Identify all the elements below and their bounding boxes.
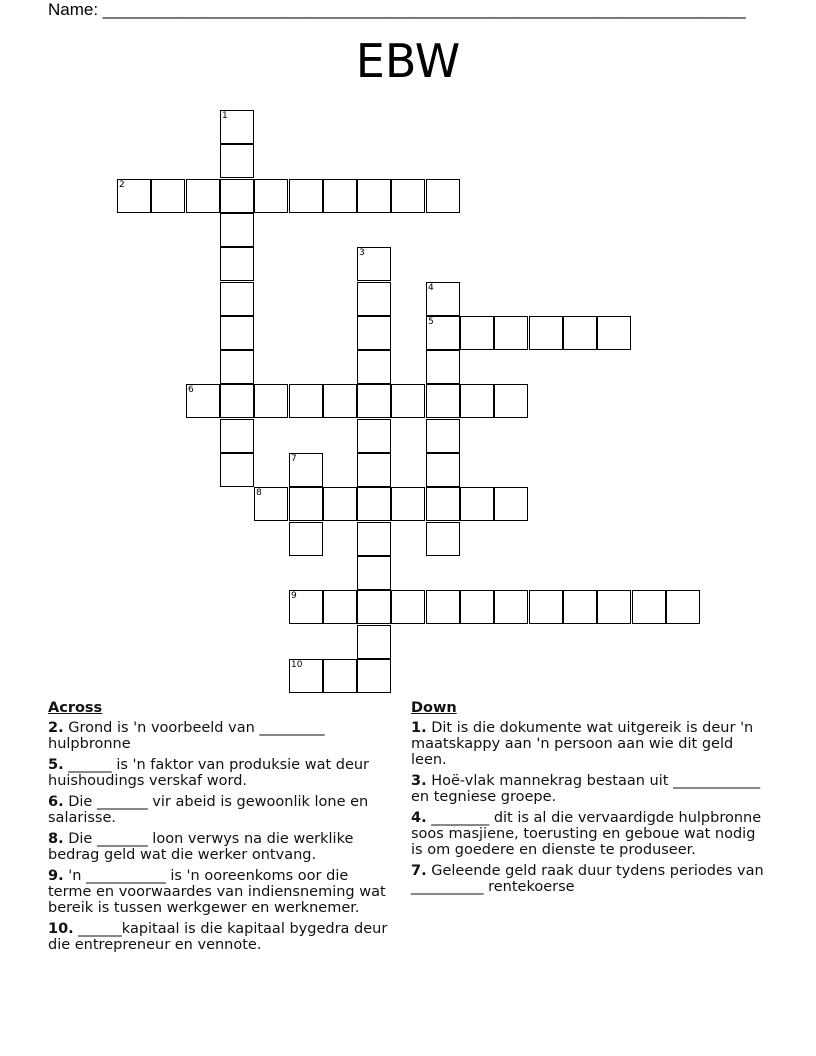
grid-cell[interactable] — [391, 487, 425, 521]
grid-cell[interactable] — [632, 590, 666, 624]
grid-cell[interactable] — [323, 179, 357, 213]
cell-number: 5 — [428, 317, 434, 327]
cell-number: 7 — [291, 454, 297, 464]
grid-cell[interactable] — [220, 247, 254, 281]
grid-cell[interactable] — [357, 419, 391, 453]
clue-across-10 — [48, 921, 394, 953]
grid-cell[interactable] — [186, 384, 220, 418]
grid-cell[interactable] — [597, 590, 631, 624]
grid-cell[interactable] — [323, 384, 357, 418]
grid-cell[interactable] — [289, 659, 323, 693]
clue-text: Dit is die dokumente wat uitgereik is deur 'n maatskappy aan 'n persoon aan wie dit geld leen. — [411, 720, 754, 768]
grid-cell[interactable] — [460, 384, 494, 418]
clue-across-5 — [48, 757, 394, 789]
grid-cell[interactable] — [323, 659, 357, 693]
clue-text: ______kapitaal is die kapitaal bygedra deur die entrepreneur en vennote. — [48, 921, 388, 953]
cell-number: 8 — [256, 488, 262, 498]
grid-cell[interactable] — [289, 179, 323, 213]
grid-cell[interactable] — [151, 179, 185, 213]
clue-down-3 — [411, 773, 767, 805]
grid-cell[interactable] — [426, 316, 460, 350]
clue-text: Grond is 'n voorbeeld van _________ hulpbronne — [48, 720, 325, 752]
clue-number: 6. — [48, 794, 64, 810]
grid-cell[interactable] — [529, 590, 563, 624]
grid-cell[interactable] — [426, 453, 460, 487]
grid-cell[interactable] — [357, 556, 391, 590]
down-heading: Down — [411, 700, 457, 716]
grid-cell[interactable] — [220, 350, 254, 384]
clue-number: 5. — [48, 757, 64, 773]
clue-text: Die _______ loon verwys na die werklike bedrag geld wat die werker ontvang. — [48, 831, 354, 863]
clue-text: ________ dit is al die vervaardigde hulpbronne soos masjiene, toerusting en geboue wat nodig is om goedere en dienste te produseer. — [411, 810, 762, 858]
grid-cell[interactable] — [426, 179, 460, 213]
clue-number: 4. — [411, 810, 427, 826]
grid-cell[interactable] — [289, 384, 323, 418]
across-heading: Across — [48, 700, 103, 716]
grid-cell[interactable] — [426, 590, 460, 624]
grid-cell[interactable] — [357, 590, 391, 624]
clue-number: 1. — [411, 720, 427, 736]
grid-cell[interactable] — [186, 179, 220, 213]
clue-down-7 — [411, 863, 767, 895]
grid-cell[interactable] — [597, 316, 631, 350]
grid-cell[interactable] — [357, 282, 391, 316]
grid-cell[interactable] — [666, 590, 700, 624]
grid-cell[interactable] — [357, 453, 391, 487]
clue-number: 9. — [48, 868, 64, 884]
grid-cell[interactable] — [289, 590, 323, 624]
grid-cell[interactable] — [426, 487, 460, 521]
grid-cell[interactable] — [563, 590, 597, 624]
grid-cell[interactable] — [220, 144, 254, 178]
grid-cell[interactable] — [426, 522, 460, 556]
clue-text: Die _______ vir abeid is gewoonlik lone en salarisse. — [48, 794, 369, 826]
clue-down-1 — [411, 720, 767, 768]
clue-text: 'n ___________ is 'n ooreenkoms oor die terme en voorwaardes van indiensneming wat bereik is tussen werkgewer en werknemer. — [48, 868, 386, 916]
cell-number: 2 — [119, 180, 125, 190]
grid-cell[interactable] — [289, 522, 323, 556]
grid-cell[interactable] — [289, 487, 323, 521]
clue-down-4 — [411, 810, 767, 858]
grid-cell[interactable] — [254, 384, 288, 418]
grid-cell[interactable] — [563, 316, 597, 350]
clue-text: Geleende geld raak duur tydens periodes van __________ rentekoerse — [411, 863, 764, 895]
grid-cell[interactable] — [220, 179, 254, 213]
grid-cell[interactable] — [529, 316, 563, 350]
grid-cell[interactable] — [323, 487, 357, 521]
down-clue-list — [411, 720, 767, 895]
grid-cell[interactable] — [357, 350, 391, 384]
clue-across-6 — [48, 794, 394, 826]
grid-cell[interactable] — [220, 453, 254, 487]
clue-number: 7. — [411, 863, 427, 879]
grid-cell[interactable] — [220, 316, 254, 350]
grid-cell[interactable] — [426, 419, 460, 453]
across-clues — [48, 700, 394, 958]
grid-cell[interactable] — [391, 179, 425, 213]
cell-number: 4 — [428, 283, 434, 293]
clue-across-2 — [48, 720, 394, 752]
grid-cell[interactable] — [254, 179, 288, 213]
grid-cell[interactable] — [494, 384, 528, 418]
clue-across-8 — [48, 831, 394, 863]
clue-number: 8. — [48, 831, 64, 847]
grid-cell[interactable] — [494, 590, 528, 624]
grid-cell[interactable] — [460, 590, 494, 624]
cell-number: 3 — [359, 248, 365, 258]
clue-text: Hoë-vlak mannekrag bestaan uit ____________ en tegniese groepe. — [411, 773, 761, 805]
grid-cell[interactable] — [494, 487, 528, 521]
clue-number: 10. — [48, 921, 74, 937]
grid-cell[interactable] — [460, 487, 494, 521]
grid-cell[interactable] — [323, 590, 357, 624]
down-clues — [411, 700, 767, 900]
grid-cell[interactable] — [460, 316, 494, 350]
grid-cell[interactable] — [357, 487, 391, 521]
grid-cell[interactable] — [357, 247, 391, 281]
grid-cell[interactable] — [357, 522, 391, 556]
grid-cell[interactable] — [426, 384, 460, 418]
grid-cell[interactable] — [426, 282, 460, 316]
grid-cell[interactable] — [254, 487, 288, 521]
grid-cell[interactable] — [357, 659, 391, 693]
grid-cell[interactable] — [391, 590, 425, 624]
grid-cell[interactable] — [391, 384, 425, 418]
grid-cell[interactable] — [357, 384, 391, 418]
clue-number: 3. — [411, 773, 427, 789]
name-field-label: Name: ____________________________________________________________________ — [48, 0, 746, 19]
clue-across-9 — [48, 868, 394, 916]
grid-cell[interactable] — [220, 282, 254, 316]
across-clue-list — [48, 720, 394, 953]
grid-cell[interactable] — [220, 110, 254, 144]
clue-number: 2. — [48, 720, 64, 736]
grid-cell[interactable] — [494, 316, 528, 350]
cell-number: 9 — [291, 591, 297, 601]
grid-cell[interactable] — [289, 453, 323, 487]
grid-cell[interactable] — [426, 350, 460, 384]
grid-cell[interactable] — [220, 384, 254, 418]
clue-text: ______ is 'n faktor van produksie wat deur huishoudings verskaf word. — [48, 757, 370, 789]
grid-cell[interactable] — [357, 625, 391, 659]
cell-number: 6 — [188, 385, 194, 395]
grid-cell[interactable] — [117, 179, 151, 213]
grid-cell[interactable] — [220, 419, 254, 453]
grid-cell[interactable] — [357, 179, 391, 213]
grid-cell[interactable] — [357, 316, 391, 350]
grid-cell[interactable] — [220, 213, 254, 247]
cell-number: 10 — [291, 660, 303, 670]
puzzle-title: EBW — [355, 34, 461, 88]
cell-number: 1 — [222, 111, 228, 121]
